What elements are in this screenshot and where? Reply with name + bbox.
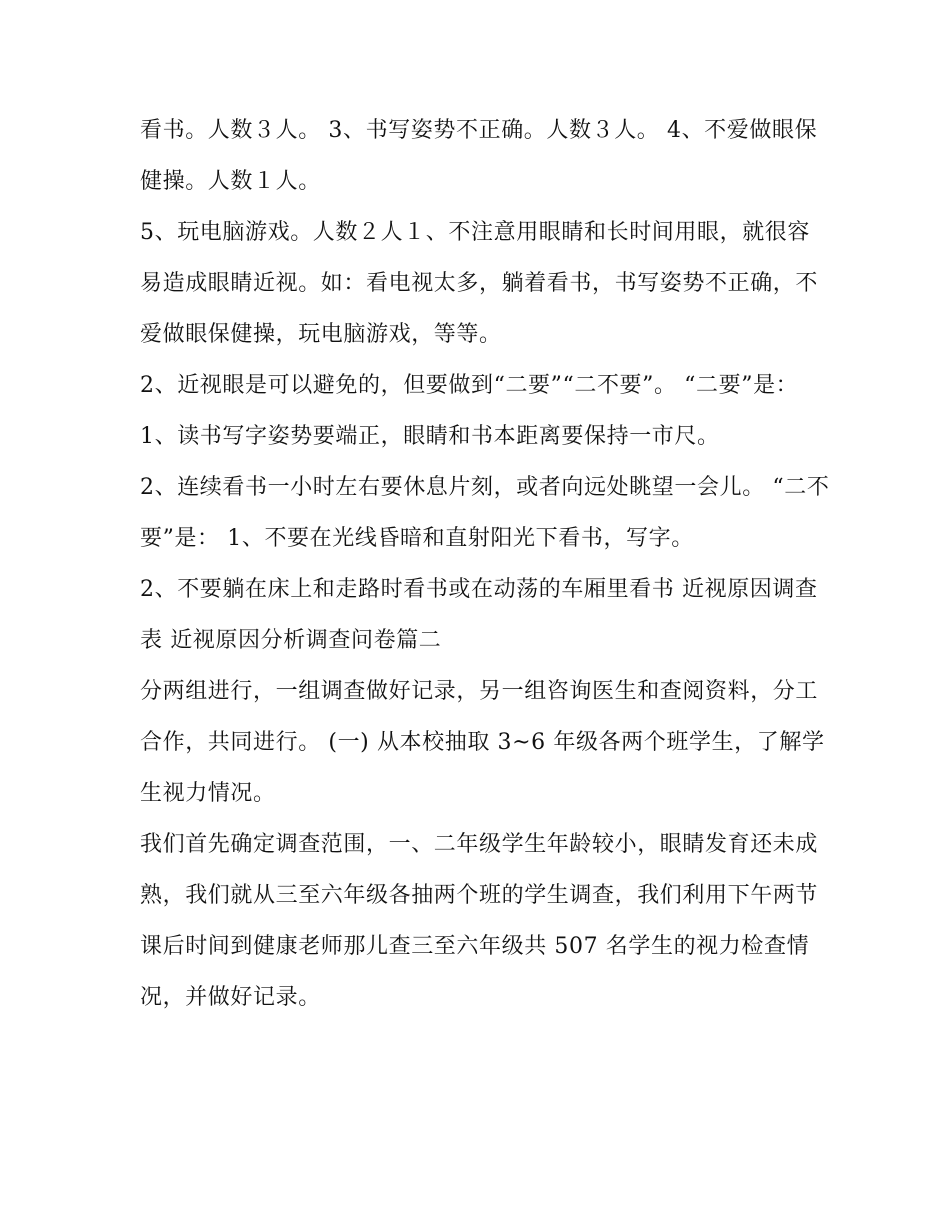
document-page	[140, 105, 830, 1023]
paragraph-7: 我们首先确定调查范围，一、二年级学生年龄较小，眼睛发育还未成熟，我们就从三至六年级各抽两个班的学生调查，我们利用下午两节课后时间到健康老师那儿查三至六年级共 507 名学生的视力检查情况，并做好记录。	[140, 832, 819, 1010]
paragraph-3: 2、近视眼是可以避免的，但要做到“二要”“二不要”。 “二要”是： 1、读书写字姿势要端正，眼睛和书本距离要保持一市尺。	[140, 373, 799, 449]
paragraph-5: 2、不要躺在床上和走路时看书或在动荡的车厢里看书 近视原因调查表 近视原因分析调查问卷篇二	[140, 577, 818, 653]
paragraph-4: 2、连续看书一小时左右要休息片刻，或者向远处眺望一会儿。 “二不要”是： 1、不要在光线昏暗和直射阳光下看书，写字。	[140, 475, 830, 551]
paragraph-6: 分两组进行，一组调查做好记录，另一组咨询医生和查阅资料，分工合作，共同进行。 (一) 从本校抽取 3~6 年级各两个班学生，了解学生视力情况。	[140, 679, 825, 806]
paragraph-2: 5、玩电脑游戏。人数２人１、不注意用眼睛和长时间用眼，就很容易造成眼睛近视。如：看电视太多，躺着看书，书写姿势不正确，不爱做眼保健操，玩电脑游戏，等等。	[140, 220, 819, 347]
paragraph-1: 看书。人数３人。 3、书写姿势不正确。人数３人。 4、不爱做眼保健操。人数１人。	[140, 118, 818, 194]
